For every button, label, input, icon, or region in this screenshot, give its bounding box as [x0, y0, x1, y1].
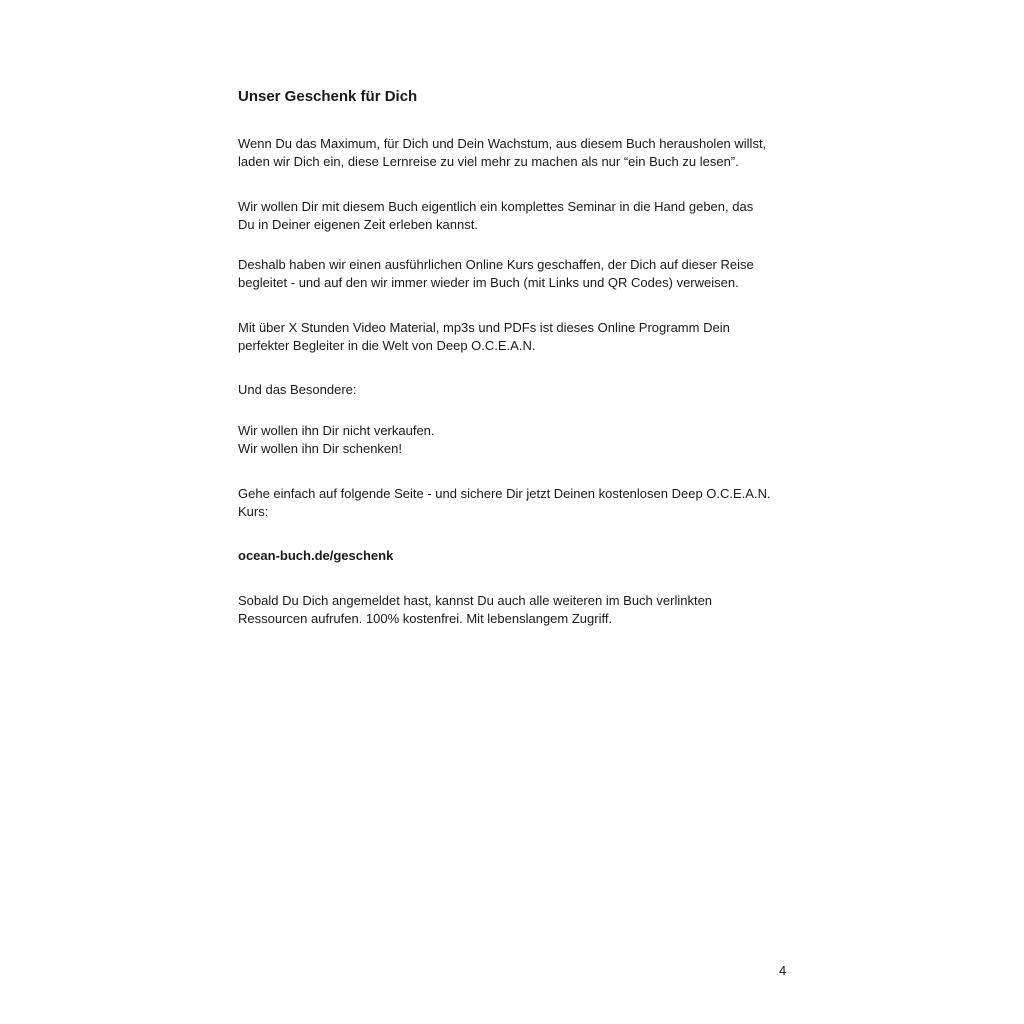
- paragraph-instructions: [238, 485, 771, 521]
- page-title: Unser Geschenk für Dich: [238, 88, 418, 105]
- paragraph-gift: [238, 422, 435, 458]
- text-line: perfekter Begleiter in die Welt von Deep O.C.E.A.N.: [238, 338, 536, 353]
- paragraph-video-material: [238, 319, 730, 355]
- page-number: 4: [779, 963, 787, 978]
- gift-url: [238, 547, 393, 565]
- text-line: Ressourcen aufrufen. 100% kostenfrei. Mit lebenslangem Zugriff.: [238, 611, 613, 626]
- text-line: Deshalb haben wir einen ausführlichen Online Kurs geschaffen, der Dich auf dieser Reise: [238, 257, 754, 272]
- text-line: Und das Besondere:: [238, 382, 357, 397]
- text-line: Wir wollen Dir mit diesem Buch eigentlich ein komplettes Seminar in die Hand geben, das: [238, 199, 754, 214]
- paragraph-seminar: [238, 198, 753, 234]
- text-line: begleitet - und auf den wir immer wieder im Buch (mit Links und QR Codes) verweisen.: [238, 275, 739, 290]
- text-line: laden wir Dich ein, diese Lernreise zu viel mehr zu machen als nur “ein Buch zu lesen”.: [238, 154, 739, 169]
- text-line: Wir wollen ihn Dir nicht verkaufen.: [238, 423, 435, 438]
- url-text: ocean-buch.de/geschenk: [238, 548, 394, 563]
- paragraph-resources: [238, 592, 712, 628]
- text-line: Gehe einfach auf folgende Seite - und sichere Dir jetzt Deinen kostenlosen Deep O.C.E.A.N.: [238, 486, 771, 501]
- text-line: Du in Deiner eigenen Zeit erleben kannst.: [238, 217, 478, 232]
- text-line: Sobald Du Dich angemeldet hast, kannst Du auch alle weiteren im Buch verlinkten: [238, 593, 713, 608]
- paragraph-intro: [238, 135, 766, 171]
- text-line: Wir wollen ihn Dir schenken!: [238, 441, 403, 456]
- text-line: Wenn Du das Maximum, für Dich und Dein Wachstum, aus diesem Buch herausholen willst,: [238, 136, 767, 151]
- text-line: Mit über X Stunden Video Material, mp3s und PDFs ist dieses Online Programm Dein: [238, 320, 730, 335]
- paragraph-online-course: [238, 256, 754, 292]
- text-line: Kurs:: [238, 504, 269, 519]
- paragraph-special: [238, 381, 357, 399]
